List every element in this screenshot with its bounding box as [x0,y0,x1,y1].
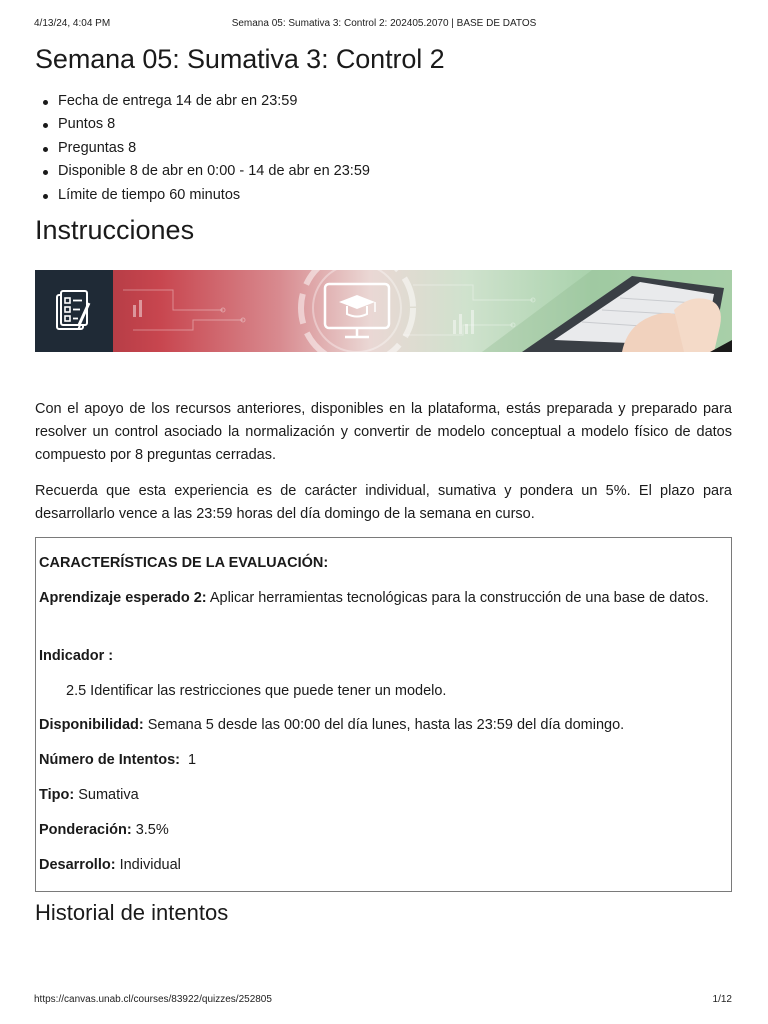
indicator-value-row [39,680,723,703]
detail-questions [58,137,370,160]
print-url: https://canvas.unab.cl/courses/83922/quizzes/252805 [34,994,272,1005]
detail-time-limit [58,184,370,207]
evaluation-heading [39,552,723,575]
print-page-title: Semana 05: Sumativa 3: Control 2: 202405.2070 | BASE DE DATOS [231,18,537,29]
attempts-row [39,749,723,772]
quiz-title: Semana 05: Sumativa 3: Control 2 [35,44,445,74]
availability-value: Semana 5 desde las 00:00 del día lunes, hasta las 23:59 del día domingo. [147,717,625,733]
detail-value: 8 [128,139,137,156]
type-value: Sumativa [78,787,139,803]
laptop-typing-hands-image [462,270,732,352]
learning-outcome-label: Aprendizaje esperado 2: [39,590,207,606]
quiz-details-list [58,90,370,207]
checklist-document-icon [53,289,93,333]
development-value: Individual [119,857,181,873]
instructions-paragraph-1: Con el apoyo de los recursos anteriores, disponibles en la plataforma, estás preparada y preparado para resolver un control asociado la normalización y convertir de modelo conceptual a modelo físico de datos compuesto por 8 preguntas cerradas. [35,401,732,463]
type-label: Tipo: [39,787,75,803]
detail-label: Fecha de entrega [58,93,172,109]
detail-value: 8 de abr en 0:00 - 14 de abr en 23:59 [129,163,370,180]
instructions-paragraph-2: Recuerda que esta experiencia es de carácter individual, sumativa y pondera un 5%. El plazo para desarrollarlo vence a las 23:59 horas del día domingo de la semana en curso. [35,483,732,522]
learning-outcome-row [39,587,723,610]
instructions-heading: Instrucciones [35,215,195,245]
development-row [39,854,723,877]
detail-value: 14 de abr en 23:59 [175,93,298,109]
print-page-number: 1/12 [712,994,732,1005]
indicator-label: Indicador : [39,648,114,664]
availability-label: Disponibilidad: [39,717,144,733]
detail-value: 60 minutos [169,186,241,203]
detail-available [58,160,370,183]
detail-label: Límite de tiempo [58,186,166,203]
attempts-label: Número de Intentos: [39,752,180,768]
detail-value: 8 [107,116,116,133]
banner-icon-panel [35,270,113,352]
attempts-value: 1 [188,752,197,768]
weighting-value: 3.5% [135,822,169,838]
attempt-history-heading: Historial de intentos [35,900,229,925]
indicator-value: 2.5 Identificar las restricciones que puede tener un modelo. [66,683,447,699]
detail-label: Puntos [58,116,104,133]
print-date: 4/13/24, 4:04 PM [34,18,111,29]
detail-due-date [58,90,370,113]
availability-row [39,714,723,737]
detail-label: Preguntas [58,139,125,156]
weighting-label: Ponderación: [39,822,132,838]
detail-points [58,113,370,136]
print-footer [34,994,734,1008]
weighting-row [39,819,723,842]
development-label: Desarrollo: [39,857,116,873]
evaluation-heading-text: CARACTERÍSTICAS DE LA EVALUACIÓN: [39,555,329,571]
evaluation-characteristics-box [35,537,732,892]
type-row [39,784,723,807]
learning-outcome-value: Aplicar herramientas tecnológicas para la construcción de una base de datos. [209,590,709,606]
print-header [34,18,734,32]
detail-label: Disponible [58,163,126,180]
instructions-banner [35,270,732,352]
indicator-label-row [39,645,723,668]
